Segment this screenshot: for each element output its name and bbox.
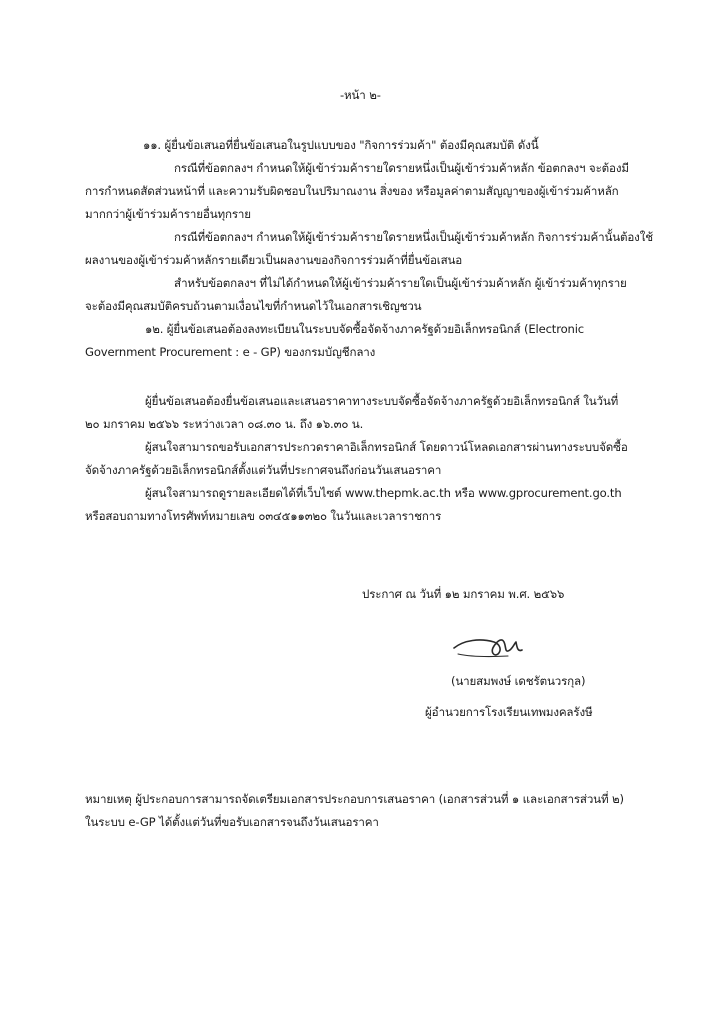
- download-line1: ผู้สนใจสามารถขอรับเอกสารประกวดราคาอิเล็กทรอนิกส์ โดยดาวน์โหลดเอกสารผ่านทางระบบจัดซื้อ: [145, 440, 628, 454]
- announcement-date: ประกาศ ณ วันที่ ๑๒ มกราคม พ.ศ. ๒๕๖๖: [362, 587, 565, 601]
- section-11-para2-line1: กรณีที่ข้อตกลงฯ กำหนดให้ผู้เข้าร่วมค้ารายใดรายหนึ่งเป็นผู้เข้าร่วมค้าหลัก กิจการร่วมค้านั้นต้องใช้: [174, 230, 653, 244]
- submission-line2: ๒๐ มกราคม ๒๕๖๖ ระหว่างเวลา ๐๘.๓๐ น. ถึง ๑๖.๓๐ น.: [85, 417, 364, 431]
- download-line2: จัดจ้างภาครัฐด้วยอิเล็กทรอนิกส์ตั้งแต่วันที่ประกาศจนถึงก่อนวันเสนอราคา: [85, 463, 442, 477]
- section-11-para3-line1: สำหรับข้อตกลงฯ ที่ไม่ได้กำหนดให้ผู้เข้าร่วมค้ารายใดเป็นผู้เข้าร่วมค้าหลัก ผู้เข้าร่วมค้าทุกราย: [174, 276, 627, 290]
- section-11-para1-line1: กรณีที่ข้อตกลงฯ กำหนดให้ผู้เข้าร่วมค้ารายใดรายหนึ่งเป็นผู้เข้าร่วมค้าหลัก ข้อตกลงฯ จะต้องมี: [174, 161, 629, 175]
- note-line2: ในระบบ e-GP ได้ตั้งแต่วันที่ขอรับเอกสารจนถึงวันเสนอราคา: [85, 815, 379, 829]
- page-number: -หน้า ๒-: [340, 88, 381, 102]
- signature: [450, 624, 528, 664]
- note-line1: หมายเหตุ ผู้ประกอบการสามารถจัดเตรียมเอกสารประกอบการเสนอราคา (เอกสารส่วนที่ ๑ และเอกสารส่วนที่ ๒): [85, 792, 624, 806]
- signature-icon: [450, 624, 528, 664]
- section-11-para2-line2: ผลงานของผู้เข้าร่วมค้าหลักรายเดียวเป็นผลงานของกิจการร่วมค้าที่ยื่นข้อเสนอ: [85, 253, 463, 267]
- section-12-line2: Government Procurement : e - GP) ของกรมบัญชีกลาง: [85, 345, 376, 359]
- section-12-line1: ๑๒. ผู้ยื่นข้อเสนอต้องลงทะเบียนในระบบจัดซื้อจัดจ้างภาครัฐด้วยอิเล็กทรอนิกส์ (Electronic: [145, 322, 585, 336]
- submission-line1: ผู้ยื่นข้อเสนอต้องยื่นข้อเสนอและเสนอราคาทางระบบจัดซื้อจัดจ้างภาครัฐด้วยอิเล็กทรอนิกส์ ในวันที่: [145, 394, 619, 408]
- section-11-para3-line2: จะต้องมีคุณสมบัติครบถ้วนตามเงื่อนไขที่กำหนดไว้ในเอกสารเชิญชวน: [85, 299, 422, 313]
- contact-line1: ผู้สนใจสามารถดูรายละเอียดได้ที่เว็บไซต์ www.thepmk.ac.th หรือ www.gprocurement.go.th: [145, 486, 622, 500]
- signer-title: ผู้อำนวยการโรงเรียนเทพมงคลรังษี: [425, 705, 593, 719]
- contact-line2: หรือสอบถามทางโทรศัพท์หมายเลข ๐๓๔๕๑๑๓๒๐ ในวันและเวลาราชการ: [85, 509, 442, 523]
- signer-name: (นายสมพงษ์ เดชรัตนวรกุล): [451, 674, 586, 688]
- section-11-para1-line3: มากกว่าผู้เข้าร่วมค้ารายอื่นทุกราย: [85, 207, 251, 221]
- section-11-para1-line2: การกำหนดสัดส่วนหน้าที่ และความรับผิดชอบในปริมาณงาน สิ่งของ หรือมูลค่าตามสัญญาของผู้เข้าร่วมค้าหลัก: [85, 184, 619, 198]
- section-11-heading: ๑๑. ผู้ยื่นข้อเสนอที่ยื่นข้อเสนอในรูปแบบของ "กิจการร่วมค้า" ต้องมีคุณสมบัติ ดังนี้: [143, 138, 539, 152]
